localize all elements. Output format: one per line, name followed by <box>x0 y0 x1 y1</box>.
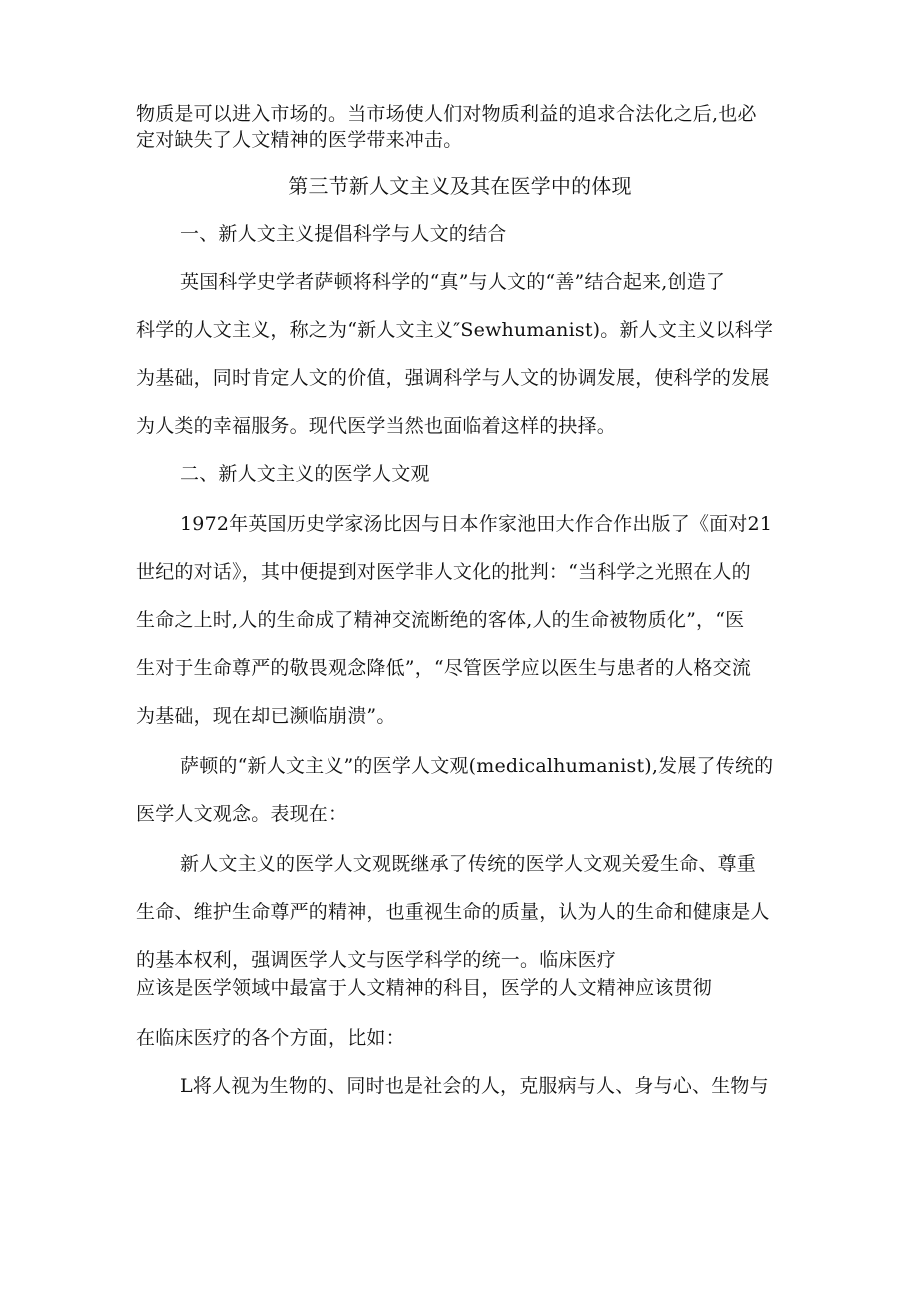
paragraph-line: 生命、维护生命尊严的精神，也重视生命的质量，认为人的生命和健康是人 <box>136 901 770 923</box>
paragraph-line: 科学的人文主义，称之为“新人文主义″Sewhumanist)。新人文主义以科学 <box>136 319 774 341</box>
paragraph-line: 生命之上时,人的生命成了精神交流断绝的客体,人的生命被物质化”，“医 <box>136 609 745 631</box>
paragraph-line: L将人视为生物的、同时也是社会的人，克服病与人、身与心、生物与 <box>180 1075 769 1097</box>
paragraph-line: 生对于生命尊严的敬畏观念降低”，“尽管医学应以医生与患者的人格交流 <box>136 657 752 679</box>
paragraph-line: 医学人文观念。表现在： <box>136 803 348 825</box>
paragraph-line: 新人文主义的医学人文观既继承了传统的医学人文观关爱生命、尊重 <box>180 853 757 875</box>
paragraph-line: 英国科学史学者萨顿将科学的“真”与人文的“善”结合起来,创造了 <box>180 271 726 293</box>
subsection-heading: 二、新人文主义的医学人文观 <box>180 463 430 485</box>
paragraph-line: 为基础，同时肯定人文的价值，强调科学与人文的协调发展，使科学的发展 <box>136 367 770 389</box>
subsection-heading: 一、新人文主义提倡科学与人文的结合 <box>180 223 507 245</box>
paragraph-line: 1972年英国历史学家汤比因与日本作家池田大作合作出版了《面对21 <box>180 513 773 535</box>
paragraph-line: 为人类的幸福服务。现代医学当然也面临着这样的抉择。 <box>136 415 617 437</box>
paragraph-line: 萨顿的“新人文主义”的医学人文观(medicalhumanist),发展了传统的 <box>180 755 774 777</box>
paragraph-line: 在临床医疗的各个方面，比如： <box>136 1027 405 1049</box>
text-line: 定对缺失了人文精神的医学带来冲击。 <box>136 129 463 151</box>
paragraph-line: 的基本权利，强调医学人文与医学科学的统一。临床医疗 <box>136 949 617 971</box>
section-title: 第三节新人文主义及其在医学中的体现 <box>288 174 632 198</box>
paragraph-line: 应该是医学领域中最富于人文精神的科目，医学的人文精神应该贯彻 <box>136 977 713 999</box>
text-line: 物质是可以进入市场的。当市场使人们对物质利益的追求合法化之后,也必 <box>136 103 757 125</box>
paragraph-line: 为基础，现在却已濒临崩溃”。 <box>136 705 396 727</box>
paragraph-line: 世纪的对话》，其中便提到对医学非人文化的批判：“当科学之光照在人的 <box>136 561 751 583</box>
